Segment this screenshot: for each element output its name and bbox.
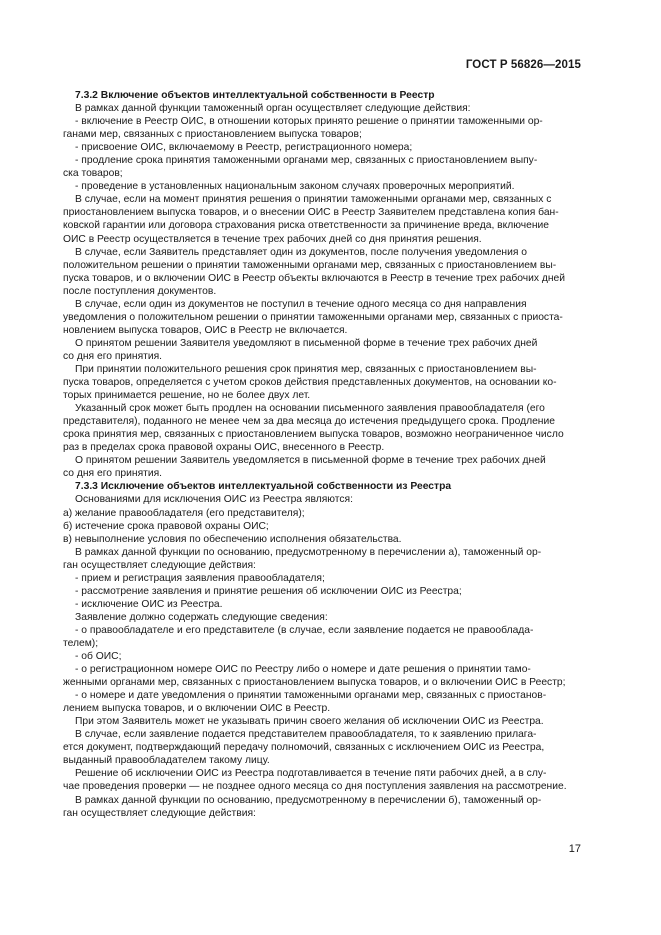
- text-line: - продление срока принятия таможенными органами мер, связанных с приостановлением выпу-: [75, 155, 538, 167]
- text-line: ковской гарантии или договора страхования риска ответственности за причинение вреда, включение: [63, 220, 550, 232]
- text-line: выданный правообладателем такому лицу.: [63, 755, 270, 767]
- text-line: Заявление должно содержать следующие сведения:: [75, 611, 328, 623]
- text-line: торых принимается решение, но не более двух лет.: [63, 390, 311, 402]
- text-line: - о регистрационном номере ОИС по Реестру либо о номере и дате решения о принятии тамо-: [75, 664, 531, 676]
- text-line: В случае, если на момент принятия решения о принятии таможенными органами мер, связанных с: [75, 194, 552, 206]
- text-line: в) невыполнение условия по обеспечению исполнения обязательства.: [63, 533, 402, 545]
- text-line: - включение в Реестр ОИС, в отношении которых принято решение о принятии таможенными ор-: [75, 116, 543, 128]
- document-id: ГОСТ Р 56826—2015: [465, 59, 581, 71]
- text-line: В рамках данной функции по основанию, предусмотренному в перечислении б), таможенный ор-: [75, 794, 542, 806]
- text-line: чае проведения проверки — не позднее одного месяца со дня поступления заявления на рассмотрение.: [63, 781, 567, 793]
- text-line: телем);: [63, 637, 99, 649]
- text-line: Основаниями для исключения ОИС из Реестра являются:: [75, 494, 353, 506]
- text-line: б) истечение срока правовой охраны ОИС;: [63, 520, 269, 532]
- text-line: положительном решении о принятии таможенными органами мер, связанных с приостановлением вы-: [63, 259, 557, 271]
- document-body: [63, 89, 583, 820]
- text-line: - прием и регистрация заявления правообладателя;: [75, 572, 325, 584]
- text-line: При этом Заявитель может не указывать причин своего желания об исключении ОИС из Реестра.: [75, 716, 544, 728]
- text-line: В рамках данной функции по основанию, предусмотренному в перечислении а), таможенный ор-: [75, 546, 542, 558]
- text-line: ска товаров;: [63, 168, 123, 180]
- text-line: лением выпуска товаров, и о включении ОИС в Реестр.: [63, 703, 331, 715]
- text-line: ОИС в Реестр осуществляется в течение трех рабочих дней со дня принятия решения.: [63, 233, 482, 245]
- text-line: ган осуществляет следующие действия:: [63, 559, 256, 571]
- text-line: При принятии положительного решения срок принятия мер, связанных с приостановлением вы-: [75, 363, 537, 375]
- text-line: а) желание правообладателя (его представителя);: [63, 507, 305, 519]
- section-7-3-3-text: [63, 493, 583, 819]
- text-line: - проведение в установленных национальным законом случаях проверочных мероприятий.: [75, 181, 515, 193]
- text-line: со дня его принятия.: [63, 350, 163, 362]
- text-line: Решение об исключении ОИС из Реестра подготавливается в течение пяти рабочих дней, а в слу-: [75, 768, 547, 780]
- text-line: ется документ, подтверждающий передачу полномочий, связанных с исключением ОИС из Реестра,: [63, 742, 545, 754]
- text-line: раз в пределах срока правовой охраны ОИС, внесенного в Реестр.: [63, 442, 385, 454]
- text-line: - присвоение ОИС, включаемому в Реестр, регистрационного номера;: [75, 142, 413, 154]
- text-line: женными органами мер, связанных с приостановлением выпуска товаров, и о включении ОИС в Реестр;: [63, 677, 566, 689]
- text-line: срока принятия мер, связанных с приостановлением выпуска товаров, возможно неограниченное число: [63, 429, 564, 441]
- text-line: уведомления о положительном решении о принятии таможенными органами мер, связанных с приоста-: [63, 311, 563, 323]
- text-line: - о правообладателе и его представителе (в случае, если заявление подается не правооблада-: [75, 624, 534, 636]
- text-line: - исключение ОИС из Реестра.: [75, 598, 223, 610]
- text-line: Указанный срок может быть продлен на основании письменного заявления правообладателя (его: [75, 403, 545, 415]
- page-number: 17: [568, 843, 581, 855]
- section-7-3-2-text: [63, 102, 583, 480]
- text-line: после поступления документов.: [63, 285, 217, 297]
- text-line: В случае, если один из документов не поступил в течение одного месяца со дня направления: [75, 298, 527, 310]
- text-line: О принятом решении Заявитель уведомляется в письменной форме в течение трех рабочих дней: [75, 455, 546, 467]
- text-line: О принятом решении Заявителя уведомляют в письменной форме в течение трех рабочих дней: [75, 337, 538, 349]
- text-line: ганами мер, связанных с приостановлением выпуска товаров;: [63, 129, 362, 141]
- text-line: В случае, если Заявитель представляет один из документов, после получения уведомления о: [75, 246, 528, 258]
- text-line: со дня его принятия.: [63, 468, 163, 480]
- text-line: пуска товаров, определяется с учетом сроков действия представленных документов, на основании ко-: [63, 377, 557, 389]
- text-line: новлением выпуска товаров, ОИС в Реестр не включается.: [63, 324, 348, 336]
- text-line: представителя), поданного не менее чем за два месяца до истечения предыдущего срока. Продление: [63, 416, 555, 428]
- text-line: - об ОИС;: [75, 651, 122, 663]
- text-line: В случае, если заявление подается представителем правообладателя, то к заявлению прилага-: [75, 729, 537, 741]
- section-heading-7-3-3: 7.3.3 Исключение объектов интеллектуальной собственности из Реестра: [75, 481, 452, 493]
- section-heading-7-3-2: 7.3.2 Включение объектов интеллектуальной собственности в Реестр: [75, 90, 435, 101]
- text-line: ган осуществляет следующие действия:: [63, 807, 256, 819]
- text-line: - о номере и дате уведомления о принятии таможенными органами мер, связанных с приостанов-: [75, 690, 547, 702]
- text-line: - рассмотрение заявления и принятие решения об исключении ОИС из Реестра;: [75, 585, 462, 597]
- text-line: В рамках данной функции таможенный орган осуществляет следующие действия:: [75, 103, 471, 115]
- text-line: пуска товаров, и о включении ОИС в Реестр объекты включаются в Реестр в течение трех рабочих дней: [63, 272, 566, 284]
- text-line: приостановлением выпуска товаров, и о внесении ОИС в Реестр Заявителем представлена копия бан-: [63, 207, 559, 219]
